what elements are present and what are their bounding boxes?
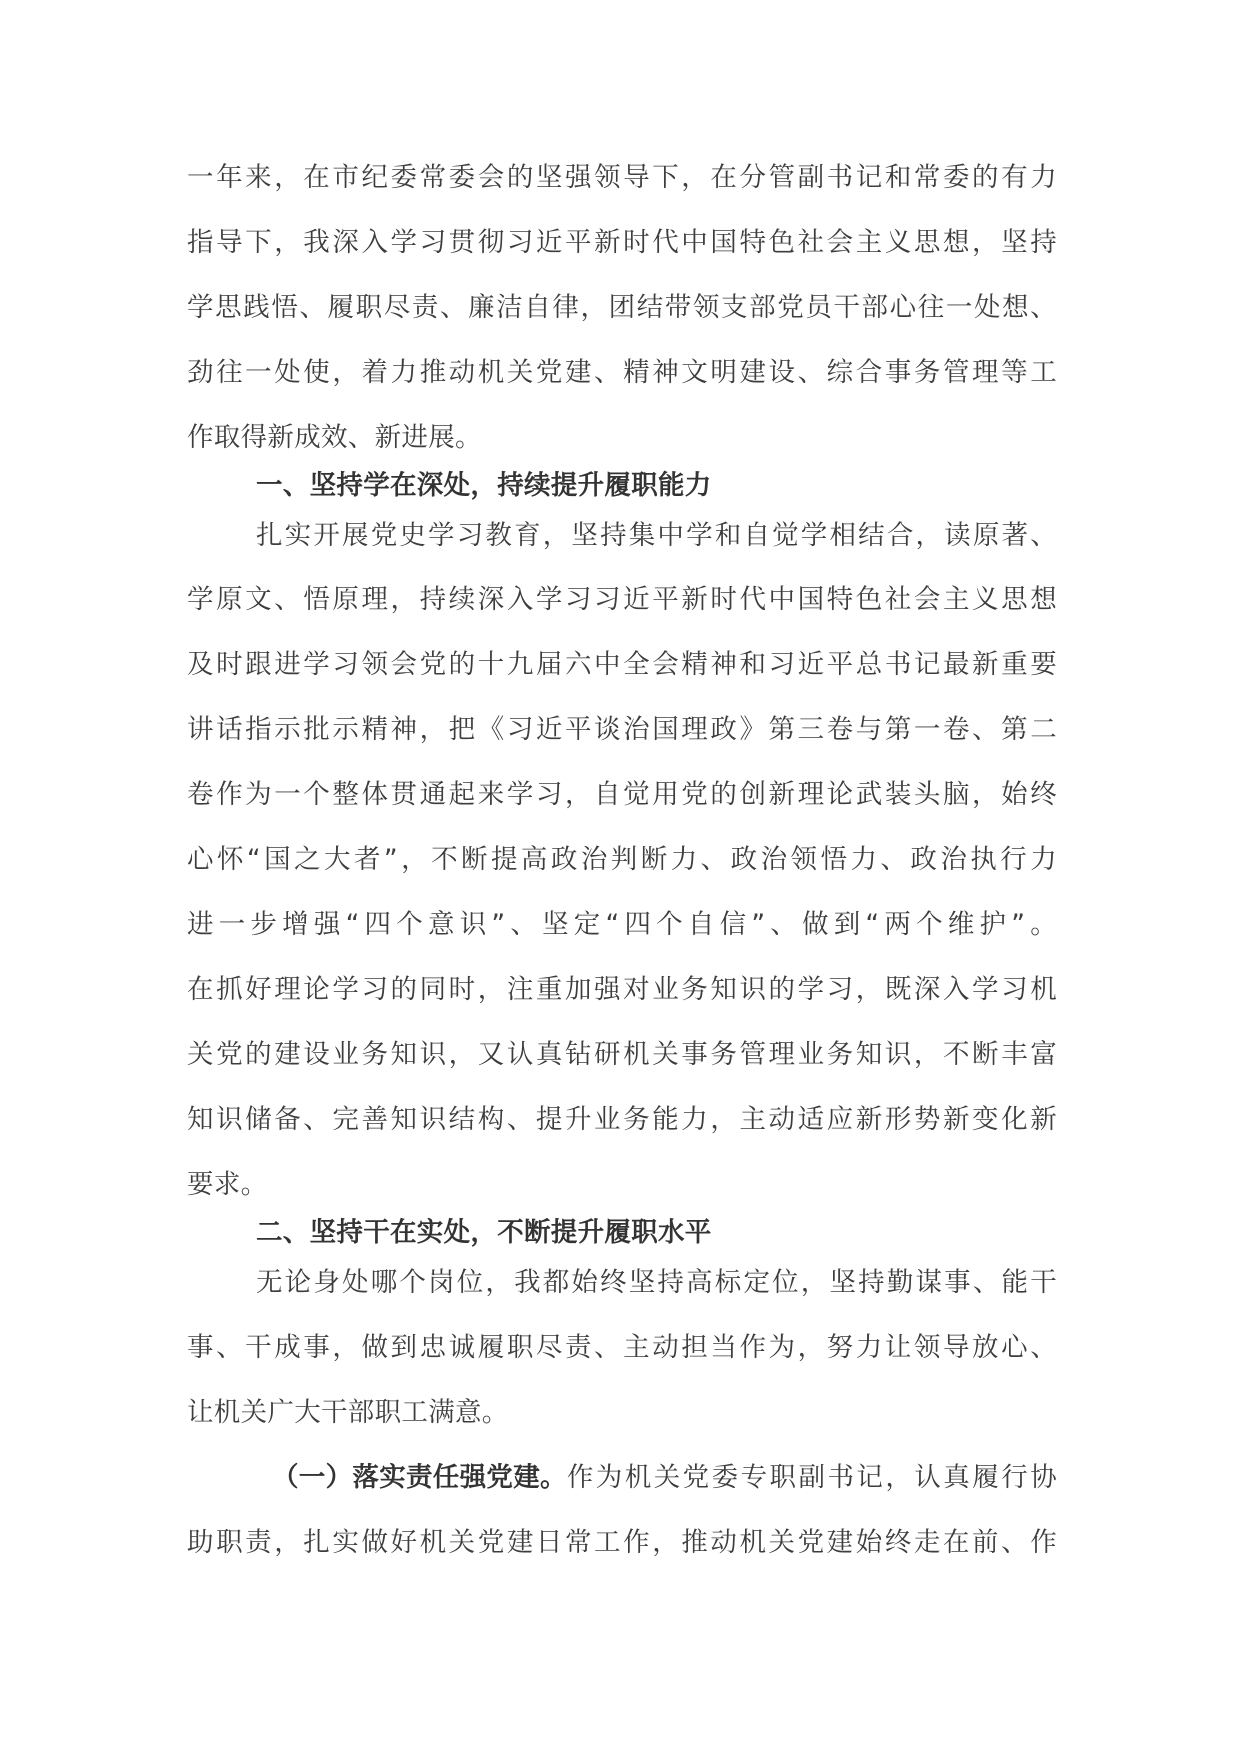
paragraph-line: 知识储备、完善知识结构、提升业务能力，主动适应新形势新变化新 (187, 1104, 1057, 1135)
paragraph-line: 助职责，扎实做好机关党建日常工作，推动机关党建始终走在前、作 (187, 1527, 1057, 1558)
sub-section-heading: （一）落实责任强党建。 (272, 1462, 567, 1493)
paragraph-line: 进一步增强“四个意识”、坚定“四个自信”、做到“两个维护”。 (187, 909, 1057, 940)
paragraph-line: 扎实开展党史学习教育，坚持集中学和自觉学相结合，读原著、 (256, 520, 1057, 551)
paragraph-line: 心怀“国之大者”，不断提高政治判断力、政治领悟力、政治执行力 (187, 844, 1057, 875)
paragraph-line: 卷作为一个整体贯通起来学习，自觉用党的创新理论武装头脑，始终 (187, 779, 1057, 810)
paragraph-line: 无论身处哪个岗位，我都始终坚持高标定位，坚持勤谋事、能干 (256, 1267, 1057, 1298)
paragraph-line: 一年来，在市纪委常委会的坚强领导下，在分管副书记和常委的有力 (187, 162, 1057, 193)
section-heading-2: 二、坚持干在实处，不断提升履职水平 (256, 1217, 712, 1248)
paragraph-line: 学思践悟、履职尽责、廉洁自律，团结带领支部党员干部心往一处想、 (187, 292, 1057, 323)
section-heading-1: 一、坚持学在深处，持续提升履职能力 (256, 470, 712, 501)
paragraph-line: 及时跟进学习领会党的十九届六中全会精神和习近平总书记最新重要 (187, 649, 1057, 680)
sub-section-text: 作为机关党委专职副书记，认真履行协 (566, 1462, 1057, 1493)
paragraph-line: 让机关广大干部职工满意。 (187, 1397, 509, 1428)
paragraph-line: 讲话指示批示精神，把《习近平谈治国理政》第三卷与第一卷、第二 (187, 714, 1057, 745)
paragraph-line: 在抓好理论学习的同时，注重加强对业务知识的学习，既深入学习机 (187, 974, 1057, 1005)
paragraph-line: 作取得新成效、新进展。 (187, 422, 482, 453)
paragraph-line: 事、干成事，做到忠诚履职尽责、主动担当作为，努力让领导放心、 (187, 1332, 1057, 1363)
sub-section-line (272, 1461, 1057, 1495)
paragraph-line: 要求。 (187, 1169, 268, 1200)
paragraph-line: 劲往一处使，着力推动机关党建、精神文明建设、综合事务管理等工 (187, 357, 1057, 388)
paragraph-line: 学原文、悟原理，持续深入学习习近平新时代中国特色社会主义思想 (187, 584, 1057, 615)
paragraph-line: 关党的建设业务知识，又认真钻研机关事务管理业务知识，不断丰富 (187, 1039, 1057, 1070)
paragraph-line: 指导下，我深入学习贯彻习近平新时代中国特色社会主义思想，坚持 (187, 227, 1057, 258)
